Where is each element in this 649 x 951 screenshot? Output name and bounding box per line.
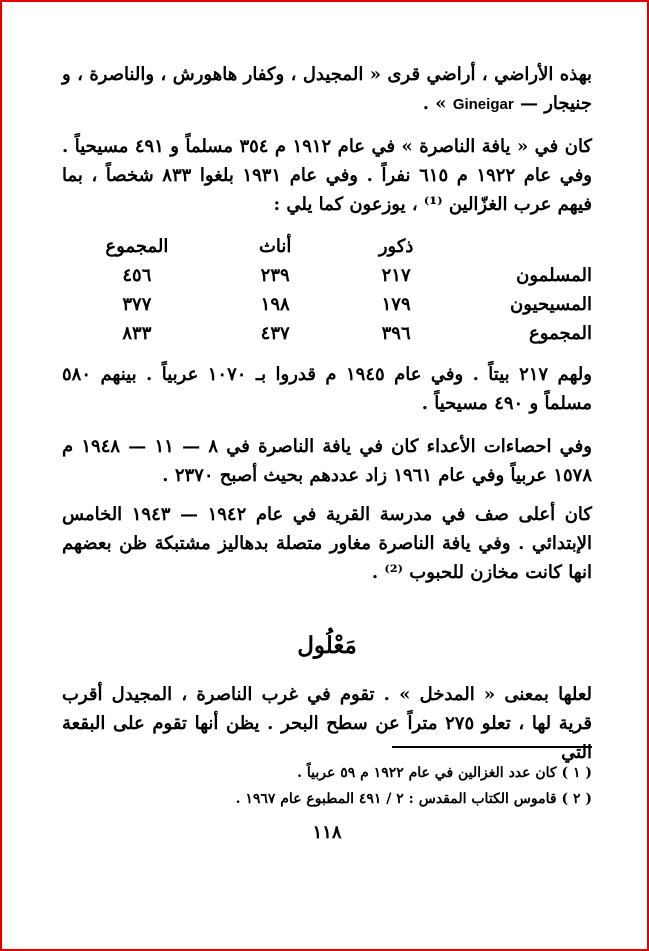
- table-cell: ٨٣٣: [122, 323, 152, 344]
- table-cell: ٣٧٧: [122, 294, 152, 315]
- footnotes-list: [62, 760, 592, 812]
- paragraph-enemy-census: وفي احصاءات الأعداء كان في يافة الناصرة في ٨ — ١١ — ١٩٤٨ م ١٥٧٨ عربياً وفي عام ١٩٦١ زاد عددهم بحيث أصبح ٢٣٧٠ .: [62, 436, 592, 486]
- table-row: [62, 290, 592, 319]
- table-header-empty: [454, 232, 592, 261]
- paragraph-lands-end: » .: [422, 93, 453, 114]
- table-cell: ١٧٩: [381, 294, 411, 315]
- footnote-divider: [392, 746, 592, 748]
- table-header-females: أناث: [258, 236, 292, 257]
- paragraph-houses-1945: ولهم ٢١٧ بيتاً . وفي عام ١٩٤٥ م قدروا بـ ١٠٧٠ عربياً . بينهم ٥٨٠ مسلماً و ٤٩٠ مسيحياً .: [62, 364, 592, 414]
- table-cell: ٢٣٩: [260, 265, 290, 286]
- latin-term: Gineigar: [452, 96, 514, 113]
- paragraph-lands-text: بهذه الأراضي ، أراضي قرى « المجيدل ، وكفار هاهورش ، والناصرة ، و جنيجار —: [62, 64, 592, 114]
- table-cell: ٢١٧: [381, 265, 411, 286]
- footnote-2: ( ٢ ) قاموس الكتاب المقدس : ٢ / ٤٩١ المطبوع عام ١٩٦٧ .: [235, 791, 592, 807]
- table-header-males: ذكور: [378, 236, 414, 257]
- table-row-label: المجموع: [529, 323, 592, 344]
- table-cell: ١٩٨: [260, 294, 290, 315]
- table-cell: ٣٩٦: [381, 323, 411, 344]
- table-header-total: المجموع: [105, 236, 169, 257]
- table-row-label: المسيحيون: [510, 294, 592, 315]
- table-row-label: المسلمون: [516, 265, 592, 286]
- table-cell: ٤٥٦: [122, 265, 152, 286]
- population-table: [62, 232, 592, 348]
- table-header-row: [62, 232, 592, 261]
- paragraph-population-1912: كان في « يافة الناصرة » في عام ١٩١٢ م ٣٥٤ مسلماً و ٤٩١ مسيحياً . وفي عام ١٩٢٢ م ٦١٥ نفراً . وفي عام ١٩٣١ بلغوا ٨٣٣ شخصاً ، بما فيهم عرب الغزّالين ⁽¹⁾ ، يوزعون كما يلي :: [62, 136, 592, 215]
- footnote-1: ( ١ ) كان عدد الغزالين في عام ١٩٢٢ م ٥٩ عربياً .: [297, 765, 592, 781]
- table-cell: ٤٣٧: [260, 323, 290, 344]
- paragraph-lands: [62, 60, 592, 119]
- table-row: [62, 261, 592, 290]
- page-number: ١١٨: [312, 822, 342, 843]
- paragraph-maalul: لعلها بمعنى « المدخل » . تقوم في غرب الناصرة ، المجيدل أقرب قرية لها ، تعلو ٢٧٥ متراً عن سطح البحر . يظن أنها تقوم على البقعة التي: [62, 684, 592, 763]
- section-heading: مَعْلُول: [297, 632, 357, 659]
- table-row: [62, 319, 592, 348]
- paragraph-school-caves: كان أعلى صف في مدرسة القرية في عام ١٩٤٢ — ١٩٤٣ الخامس الإبتدائي . وفي يافة الناصرة مغاور متصلة بدهاليز مشتبكة ظن بعضهم انها كانت مخازن للحبوب ⁽²⁾ .: [62, 504, 592, 583]
